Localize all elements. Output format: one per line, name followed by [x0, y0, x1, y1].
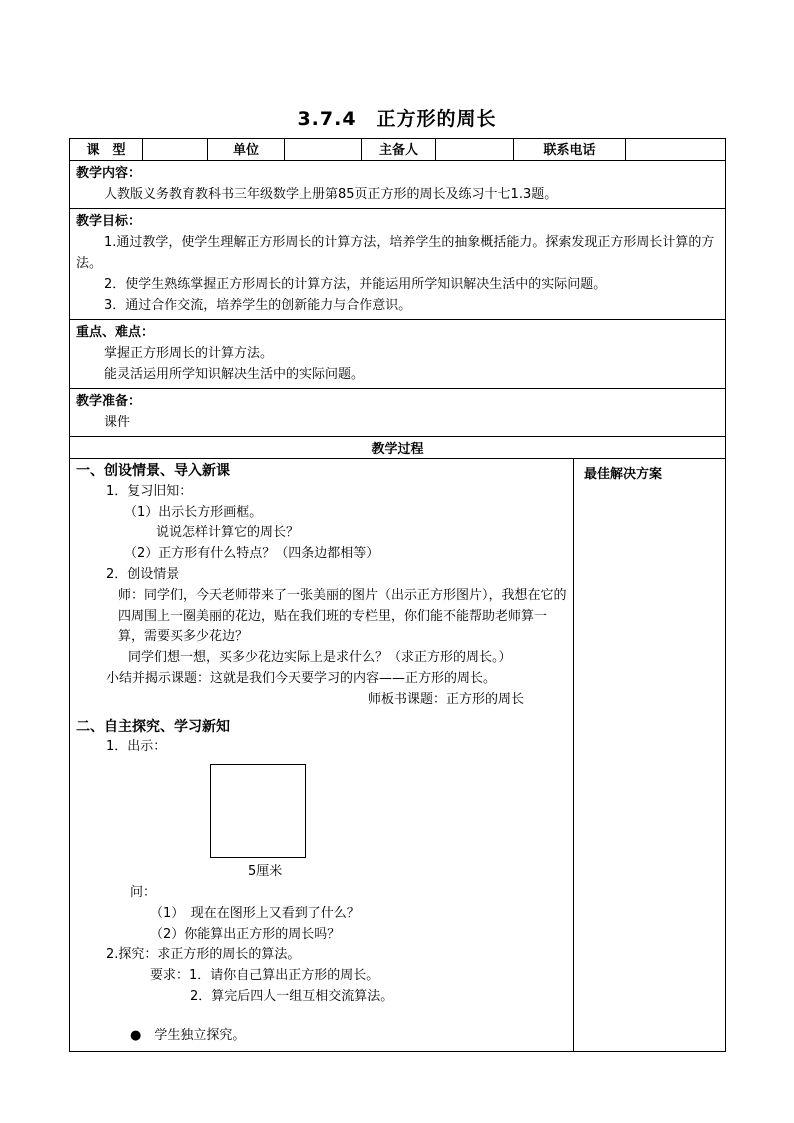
- ask-question-1: （1） 现在在图形上又看到了什么？: [150, 905, 360, 921]
- scenario-question: 同学们想一想，买多少花边实际上是求什么？（求正方形的周长。）: [128, 650, 512, 666]
- goals-heading: 教学目标：: [76, 214, 142, 229]
- show-label: 1．出示：: [106, 739, 167, 755]
- content-text: 人教版义务教育教科书三年级数学上册第85页正方形的周长及练习十七1.3题。: [104, 187, 558, 202]
- ask-label: 问：: [130, 884, 157, 900]
- goal-item: 3．通过合作交流，培养学生的创新能力与合作意识。: [104, 298, 412, 313]
- square-dimension-label: 5厘米: [248, 864, 283, 880]
- goal-item: 2．使学生熟练掌握正方形周长的计算方法，并能运用所学知识解决生活中的实际问题。: [104, 277, 607, 292]
- header-row: [70, 139, 726, 161]
- bullet-item: ● 学生独立探究。: [130, 1027, 246, 1043]
- summary-text: 小结并揭示课题：这就是我们今天要学习的内容——正方形的周长。: [106, 670, 497, 686]
- review-q2: （2）正方形有什么特点？（四条边都相等）: [124, 546, 380, 562]
- explore-label: 2.探究：求正方形的周长的算法。: [106, 947, 301, 963]
- preparer-label: 主备人: [362, 139, 436, 161]
- page-title: 3.7.4 正方形的周长: [297, 108, 497, 130]
- process-heading: 教学过程: [70, 437, 726, 459]
- requirement-1: 要求：1．请你自己算出正方形的周长。: [150, 968, 380, 984]
- board-title-text: 师板书课题：正方形的周长: [368, 691, 525, 707]
- phone-label: 联系电话: [514, 139, 626, 161]
- phone-value: [626, 139, 726, 161]
- type-value: [143, 139, 208, 161]
- section-one-title: 一、创设情景、导入新课: [76, 463, 230, 479]
- best-solution-column: [574, 459, 726, 1052]
- scenario-paragraph: 师：同学们，今天老师带来了一张美丽的图片（出示正方形图片），我想在它的四周围上一圈美丽的花边，贴在我们班的专栏里，你们能不能帮助老师算一算，需要买多少花边？: [118, 587, 567, 645]
- content-heading: 教学内容：: [76, 166, 142, 181]
- process-main: [70, 459, 574, 1052]
- square-figure: [76, 758, 567, 858]
- requirement-2: 2．算完后四人一组互相交流算法。: [190, 988, 394, 1004]
- lesson-plan-table: [69, 138, 726, 1052]
- unit-label: 单位: [208, 139, 285, 161]
- keypoints-heading: 重点、难点：: [76, 325, 155, 340]
- prep-section: [70, 389, 726, 437]
- type-label: 课 型: [70, 139, 143, 161]
- review-label: 1．复习旧知：: [106, 483, 193, 499]
- goal-item: 1.通过教学，使学生理解正方形周长的计算方法，培养学生的抽象概括能力。探索发现正方形周长计算的方法。: [76, 235, 715, 271]
- content-section: [70, 161, 726, 209]
- goals-section: [70, 209, 726, 320]
- preparer-value: [436, 139, 514, 161]
- prep-text: 课件: [104, 415, 131, 430]
- keypoint-item: 掌握正方形周长的计算方法。: [104, 346, 274, 361]
- section-two-title: 二、自主探究、学习新知: [76, 718, 230, 735]
- review-q1: （1）出示长方形画框。: [124, 504, 263, 520]
- review-q1-followup: 说说怎样计算它的周长？: [156, 525, 300, 541]
- square-shape: [210, 764, 306, 858]
- best-solution-heading: 最佳解决方案: [584, 467, 663, 482]
- keypoint-item: 能灵活运用所学知识解决生活中的实际问题。: [104, 367, 365, 382]
- prep-heading: 教学准备：: [76, 394, 142, 409]
- scenario-label: 2．创设情景: [106, 566, 180, 582]
- keypoints-section: [70, 320, 726, 389]
- ask-question-2: （2）你能算出正方形的周长吗？: [150, 926, 341, 942]
- unit-value: [285, 139, 362, 161]
